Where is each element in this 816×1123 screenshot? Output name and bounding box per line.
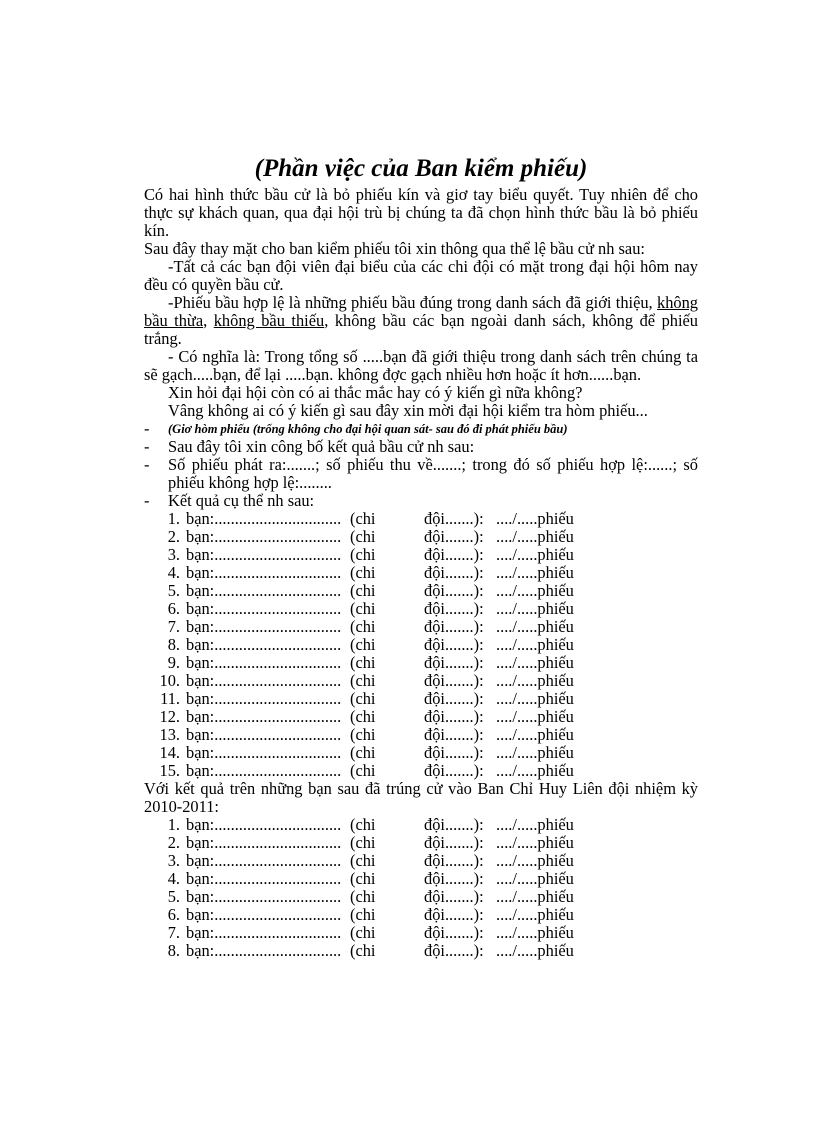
vote-blank: ..../.....phiếu [496, 923, 574, 942]
name-blank: bạn:............................... [186, 852, 342, 870]
unit-blank: đội.......): [424, 707, 484, 726]
item-number: 9. [167, 653, 180, 672]
item-number: 3. [167, 851, 180, 870]
name-blank: bạn:............................... [186, 888, 342, 906]
unit-blank: đội.......): [424, 689, 484, 708]
paragraph-rules-intro: Sau đây thay mặt cho ban kiểm phiếu tôi xin thông qua thể lệ bầu cử nh sau: [144, 239, 645, 258]
vote-blank: ..../.....phiếu [496, 635, 574, 654]
branch-label: (chi [350, 545, 376, 564]
unit-blank: đội.......): [424, 761, 484, 780]
rule-valid-comma: , [203, 311, 214, 330]
paragraph-rule-eligibility: -Tất cả các bạn đội viên đại biểu của các chi đội có mặt trong đại hội hôm nay đều có quyền bầu cử. [144, 257, 698, 294]
vote-blank: ..../.....phiếu [496, 671, 574, 690]
list-item [144, 672, 698, 690]
announce-line [144, 438, 698, 456]
unit-blank: đội.......): [424, 905, 484, 924]
vote-blank: ..../.....phiếu [496, 545, 574, 564]
dash-mark: - [144, 419, 150, 438]
ballot-count-text: Số phiếu phát ra:.......; số phiếu thu về.......; trong đó số phiếu hợp lệ:......; số phiếu không hợp lệ:........ [168, 455, 698, 492]
underlined-no-shortfall: không bầu thiếu [213, 311, 325, 330]
result-intro-line [144, 492, 698, 510]
list-item [144, 726, 698, 744]
list-item [144, 924, 698, 942]
item-number: 12. [159, 707, 180, 726]
vote-blank: ..../.....phiếu [496, 617, 574, 636]
vote-blank: ..../.....phiếu [496, 869, 574, 888]
list-item [144, 582, 698, 600]
item-number: 13. [159, 725, 180, 744]
rule-valid-text-end: , không bầu các bạn ngoài danh sách, không để phiếu trắng. [144, 311, 698, 348]
vote-blank: ..../.....phiếu [496, 527, 574, 546]
page-title: (Phần việc của Ban kiểm phiếu) [254, 155, 588, 182]
branch-label: (chi [350, 707, 376, 726]
list-item [144, 888, 698, 906]
name-blank: bạn:............................... [186, 906, 342, 924]
list-item [144, 510, 698, 528]
unit-blank: đội.......): [424, 815, 484, 834]
vote-blank: ..../.....phiếu [496, 689, 574, 708]
unit-blank: đội.......): [424, 599, 484, 618]
name-blank: bạn:............................... [186, 528, 342, 546]
list-item [144, 690, 698, 708]
ballot-count-line [144, 456, 698, 492]
unit-blank: đội.......): [424, 869, 484, 888]
branch-label: (chi [350, 527, 376, 546]
branch-label: (chi [350, 689, 376, 708]
name-blank: bạn:............................... [186, 636, 342, 654]
item-number: 6. [167, 905, 180, 924]
unit-blank: đội.......): [424, 545, 484, 564]
unit-blank: đội.......): [424, 509, 484, 528]
unit-blank: đội.......): [424, 617, 484, 636]
name-blank: bạn:............................... [186, 834, 342, 852]
stage-note: (Giơ hòm phiếu (trống không cho đại hội quan sát- sau đó đi phát phiếu bầu) [168, 422, 568, 436]
item-number: 8. [167, 635, 180, 654]
vote-blank: ..../.....phiếu [496, 509, 574, 528]
list-item [144, 834, 698, 852]
list-item [144, 870, 698, 888]
list-item [144, 852, 698, 870]
name-blank: bạn:............................... [186, 816, 342, 834]
unit-blank: đội.......): [424, 527, 484, 546]
item-number: 10. [159, 671, 180, 690]
item-number: 4. [167, 869, 180, 888]
name-blank: bạn:............................... [186, 600, 342, 618]
vote-blank: ..../.....phiếu [496, 563, 574, 582]
list-item [144, 618, 698, 636]
unit-blank: đội.......): [424, 887, 484, 906]
list-item [144, 744, 698, 762]
branch-label: (chi [350, 599, 376, 618]
branch-label: (chi [350, 887, 376, 906]
vote-blank: ..../.....phiếu [496, 599, 574, 618]
list-item [144, 546, 698, 564]
item-number: 15. [159, 761, 180, 780]
announce-text: Sau đây tôi xin công bố kết quả bầu cử nh sau: [168, 437, 475, 456]
list-item [144, 942, 698, 960]
item-number: 2. [167, 833, 180, 852]
list-item [144, 654, 698, 672]
branch-label: (chi [350, 725, 376, 744]
name-blank: bạn:............................... [186, 870, 342, 888]
dash-mark: - [144, 455, 150, 474]
name-blank: bạn:............................... [186, 510, 342, 528]
paragraph-elected: Với kết quả trên những bạn sau đã trúng cử vào Ban Chỉ Huy Liên đội nhiệm kỳ 2010-2011: [144, 779, 698, 816]
item-number: 7. [167, 617, 180, 636]
item-number: 7. [167, 923, 180, 942]
document-page [144, 150, 698, 960]
name-blank: bạn:............................... [186, 582, 342, 600]
unit-blank: đội.......): [424, 653, 484, 672]
branch-label: (chi [350, 653, 376, 672]
item-number: 11. [160, 689, 180, 708]
note-line [144, 420, 698, 438]
paragraph-question: Xin hỏi đại hội còn có ai thắc mắc hay có ý kiến gì nữa không? [168, 383, 583, 402]
dash-mark: - [144, 437, 150, 456]
name-blank: bạn:............................... [186, 924, 342, 942]
name-blank: bạn:............................... [186, 708, 342, 726]
vote-blank: ..../.....phiếu [496, 815, 574, 834]
unit-blank: đội.......): [424, 743, 484, 762]
name-blank: bạn:............................... [186, 744, 342, 762]
branch-label: (chi [350, 833, 376, 852]
list-item [144, 636, 698, 654]
branch-label: (chi [350, 671, 376, 690]
item-number: 5. [167, 581, 180, 600]
vote-blank: ..../.....phiếu [496, 725, 574, 744]
branch-label: (chi [350, 941, 376, 960]
item-number: 14. [159, 743, 180, 762]
list-item [144, 816, 698, 834]
branch-label: (chi [350, 635, 376, 654]
paragraph-check-ballot-box: Vâng không ai có ý kiến gì sau đây xin mời đại hội kiểm tra hòm phiếu... [168, 401, 648, 420]
name-blank: bạn:............................... [186, 690, 342, 708]
list-item [144, 600, 698, 618]
unit-blank: đội.......): [424, 725, 484, 744]
unit-blank: đội.......): [424, 635, 484, 654]
item-number: 1. [167, 509, 180, 528]
result-list [144, 510, 698, 780]
vote-blank: ..../.....phiếu [496, 833, 574, 852]
branch-label: (chi [350, 509, 376, 528]
rule-valid-text: -Phiếu bầu hợp lệ là những phiếu bầu đúng trong danh sách đã giới thiệu, [168, 293, 658, 312]
elected-list [144, 816, 698, 960]
unit-blank: đội.......): [424, 851, 484, 870]
branch-label: (chi [350, 905, 376, 924]
paragraph-voting-forms: Có hai hình thức bầu cử là bỏ phiếu kín và giơ tay biểu quyết. Tuy nhiên để cho thực sự khách quan, qua đại hội trù bị chúng ta đã chọn hình thức bầu là bỏ phiếu kín. [144, 185, 698, 240]
vote-blank: ..../.....phiếu [496, 941, 574, 960]
name-blank: bạn:............................... [186, 618, 342, 636]
name-blank: bạn:............................... [186, 564, 342, 582]
branch-label: (chi [350, 815, 376, 834]
vote-blank: ..../.....phiếu [496, 887, 574, 906]
unit-blank: đội.......): [424, 833, 484, 852]
item-number: 3. [167, 545, 180, 564]
name-blank: bạn:............................... [186, 546, 342, 564]
list-item [144, 762, 698, 780]
item-number: 4. [167, 563, 180, 582]
name-blank: bạn:............................... [186, 726, 342, 744]
list-item [144, 906, 698, 924]
vote-blank: ..../.....phiếu [496, 707, 574, 726]
branch-label: (chi [350, 923, 376, 942]
vote-blank: ..../.....phiếu [496, 653, 574, 672]
branch-label: (chi [350, 581, 376, 600]
name-blank: bạn:............................... [186, 654, 342, 672]
name-blank: bạn:............................... [186, 672, 342, 690]
item-number: 1. [167, 815, 180, 834]
unit-blank: đội.......): [424, 563, 484, 582]
dash-mark: - [144, 491, 150, 510]
paragraph-rule-meaning: - Có nghĩa là: Trong tổng số .....bạn đã giới thiệu trong danh sách trên chúng ta sẽ gạch.....bạn, để lại .....bạn. không đợc gạch nhiều hơn hoặc ít hơn......bạn. [144, 347, 698, 384]
branch-label: (chi [350, 851, 376, 870]
paragraph-rule-valid-ballot [144, 294, 698, 348]
list-item [144, 528, 698, 546]
list-item [144, 564, 698, 582]
name-blank: bạn:............................... [186, 762, 342, 780]
branch-label: (chi [350, 617, 376, 636]
branch-label: (chi [350, 761, 376, 780]
item-number: 5. [167, 887, 180, 906]
vote-blank: ..../.....phiếu [496, 851, 574, 870]
vote-blank: ..../.....phiếu [496, 905, 574, 924]
unit-blank: đội.......): [424, 671, 484, 690]
branch-label: (chi [350, 563, 376, 582]
unit-blank: đội.......): [424, 581, 484, 600]
result-intro-text: Kết quả cụ thể nh sau: [168, 491, 315, 510]
branch-label: (chi [350, 743, 376, 762]
unit-blank: đội.......): [424, 941, 484, 960]
underlined-no-excess: không bầu thừa [144, 293, 698, 330]
vote-blank: ..../.....phiếu [496, 743, 574, 762]
item-number: 8. [167, 941, 180, 960]
name-blank: bạn:............................... [186, 942, 342, 960]
item-number: 6. [167, 599, 180, 618]
item-number: 2. [167, 527, 180, 546]
list-item [144, 708, 698, 726]
vote-blank: ..../.....phiếu [496, 761, 574, 780]
branch-label: (chi [350, 869, 376, 888]
vote-blank: ..../.....phiếu [496, 581, 574, 600]
unit-blank: đội.......): [424, 923, 484, 942]
